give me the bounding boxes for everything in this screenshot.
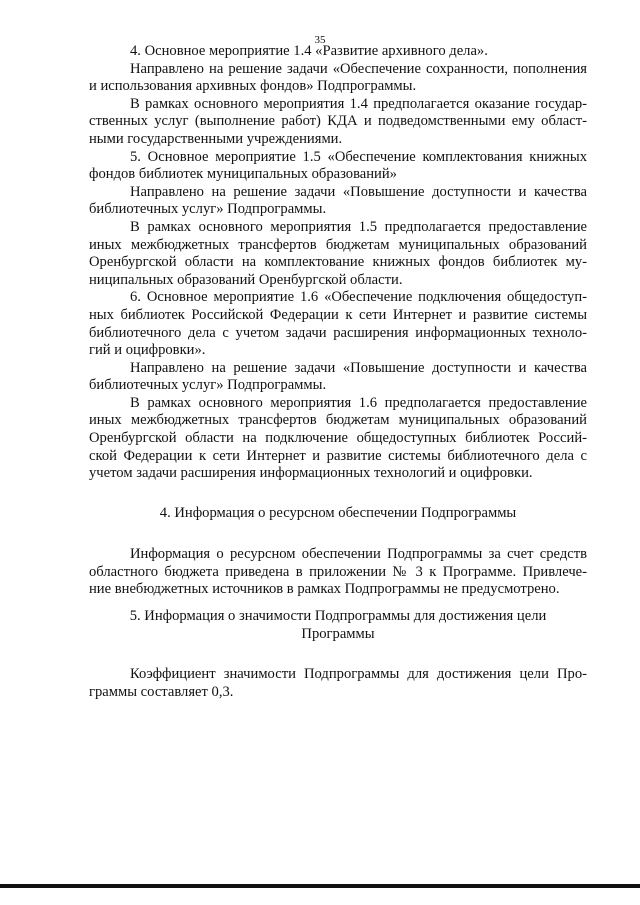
text-line: 4. Основное мероприятие 1.4 «Развитие архивного дела». (130, 43, 488, 59)
section-heading-5 (89, 608, 587, 643)
text-line: ние внебюджетных источников в рамках Подпрограммы не предусмотрено. (89, 581, 560, 598)
page-number: 35 (314, 34, 326, 46)
text-line: В рамках основного мероприятия 1.4 предполагается оказание государ- (130, 95, 587, 112)
text-line: библиотечных услуг» Подпрограммы. (89, 377, 327, 394)
text-line: Оренбургской области на подключение общедоступных библиотек Россий- (89, 430, 587, 447)
text-line: и использования архивных фондов» Подпрограммы. (89, 78, 417, 95)
text-line: ственных услуг (выполнение работ) КДА и подведомственными ему област- (89, 113, 587, 130)
text-line: гий и оцифровки». (89, 342, 206, 359)
significance-section-text (89, 666, 587, 701)
text-line: Оренбургской области на комплектование книжных фондов библиотек му- (89, 254, 587, 271)
text-line: ской Федерации к сети Интернет и развитие системы библиотечного дела с (89, 447, 587, 464)
text-line: фондов библиотек муниципальных образований» (89, 166, 397, 183)
heading-line: 5. Информация о значимости Подпрограммы для достижения цели (129, 608, 547, 624)
text-line: областного бюджета приведена в приложении № 3 к Программе. Привлече- (89, 563, 587, 580)
scan-edge-line (0, 884, 640, 888)
text-line: ными государственными учреждениями. (89, 130, 343, 147)
text-line: Направлено на решение задачи «Повышение доступности и качества (130, 359, 587, 376)
text-line: Информация о ресурсном обеспечении Подпрограммы за счет средств (130, 546, 587, 562)
text-line: В рамках основного мероприятия 1.5 предполагается предоставление (130, 218, 587, 235)
text-line: Направлено на решение задачи «Повышение доступности и качества (130, 183, 587, 200)
text-line: иных межбюджетных трансфертов бюджетам муниципальных образований (89, 236, 587, 253)
text-line: библиотечных услуг» Подпрограммы. (89, 201, 327, 218)
text-line: иных межбюджетных трансфертов бюджетам муниципальных образований (89, 412, 587, 429)
main-section-text (89, 43, 587, 483)
text-line: Направлено на решение задачи «Обеспечение сохранности, пополнения (130, 60, 587, 77)
text-line: граммы составляет 0,3. (89, 683, 234, 700)
section-heading-4: 4. Информация о ресурсном обеспечении Подпрограммы (159, 505, 517, 521)
text-line: ных библиотек Российской Федерации к сети Интернет и развитие системы (89, 306, 587, 323)
text-line: библиотечного дела с учетом задачи расширения информационных техноло- (89, 324, 587, 341)
text-line: 6. Основное мероприятие 1.6 «Обеспечение подключения общедоступ- (130, 289, 587, 306)
text-line: ниципальных образований Оренбургской области. (89, 271, 403, 288)
text-line: Коэффициент значимости Подпрограммы для достижения цели Про- (130, 666, 587, 682)
text-line: В рамках основного мероприятия 1.6 предполагается предоставление (130, 394, 587, 411)
heading-line: Программы (301, 625, 375, 642)
text-line: учетом задачи расширения информационных технологий и оцифровки. (89, 465, 533, 482)
resource-section-text (89, 546, 587, 599)
text-line: 5. Основное мероприятие 1.5 «Обеспечение комплектования книжных (130, 148, 587, 165)
